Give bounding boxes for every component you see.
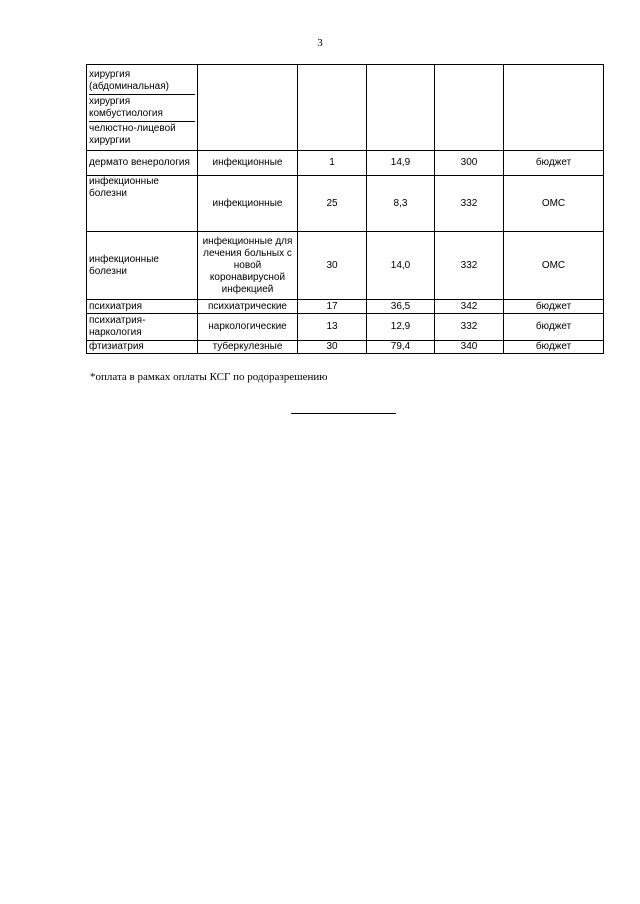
table-cell: бюджет xyxy=(504,314,604,341)
table-cell: бюджет xyxy=(504,151,604,176)
table-cell: 332 xyxy=(435,176,504,232)
table-cell: 13 xyxy=(298,314,367,341)
table-cell: 17 xyxy=(298,300,367,314)
table-row xyxy=(87,65,604,151)
table-cell: 36,5 xyxy=(367,300,435,314)
table-cell: туберкулезные xyxy=(198,341,298,354)
table-row xyxy=(87,176,604,232)
table-cell: 30 xyxy=(298,341,367,354)
table-cell: ОМС xyxy=(504,232,604,300)
table-cell: 25 xyxy=(298,176,367,232)
divider-line xyxy=(291,413,396,414)
table-cell: ОМС xyxy=(504,176,604,232)
table-cell: инфекционные для лечения больных с новой коронавирусной инфекцией xyxy=(198,232,298,300)
table-cell: наркологические xyxy=(198,314,298,341)
table-cell: 30 xyxy=(298,232,367,300)
table-cell xyxy=(367,65,435,151)
table-cell: 14,0 xyxy=(367,232,435,300)
page-number: 3 xyxy=(317,37,323,49)
table-cell: 332 xyxy=(435,314,504,341)
table-cell xyxy=(504,65,604,151)
table-cell: психиатрия xyxy=(87,300,198,314)
table-cell: 1 xyxy=(298,151,367,176)
table-cell: дермато венерология xyxy=(87,151,198,176)
table-cell: инфекционные xyxy=(198,151,298,176)
table-row xyxy=(87,341,604,354)
table-cell xyxy=(87,65,198,151)
table-cell: фтизиатрия xyxy=(87,341,198,354)
table-cell xyxy=(198,65,298,151)
table-cell: 342 xyxy=(435,300,504,314)
table-cell xyxy=(298,65,367,151)
specialty-label: челюстно-лицевой хирургии xyxy=(89,121,195,148)
table-row xyxy=(87,232,604,300)
specialty-label: хирургия комбустиология xyxy=(89,94,195,121)
table-cell: психиатрические xyxy=(198,300,298,314)
table-cell: 8,3 xyxy=(367,176,435,232)
table-cell: 14,9 xyxy=(367,151,435,176)
table-row xyxy=(87,314,604,341)
table-cell: инфекционные болезни xyxy=(87,176,198,232)
table-cell: бюджет xyxy=(504,341,604,354)
table-cell: 12,9 xyxy=(367,314,435,341)
table-cell: 332 xyxy=(435,232,504,300)
table-cell: инфекционные болезни xyxy=(87,232,198,300)
table-cell xyxy=(435,65,504,151)
footnote: *оплата в рамках оплаты КСГ по родоразрешению xyxy=(90,371,328,383)
specialty-label: хирургия (абдоминальная) xyxy=(89,68,169,92)
table-cell: бюджет xyxy=(504,300,604,314)
table-cell: 300 xyxy=(435,151,504,176)
table-cell: психиатрия-наркология xyxy=(87,314,198,341)
table-row xyxy=(87,151,604,176)
table-row xyxy=(87,300,604,314)
table-cell: 340 xyxy=(435,341,504,354)
beds-table xyxy=(86,64,604,354)
table-cell: инфекционные xyxy=(198,176,298,232)
table-cell: 79,4 xyxy=(367,341,435,354)
